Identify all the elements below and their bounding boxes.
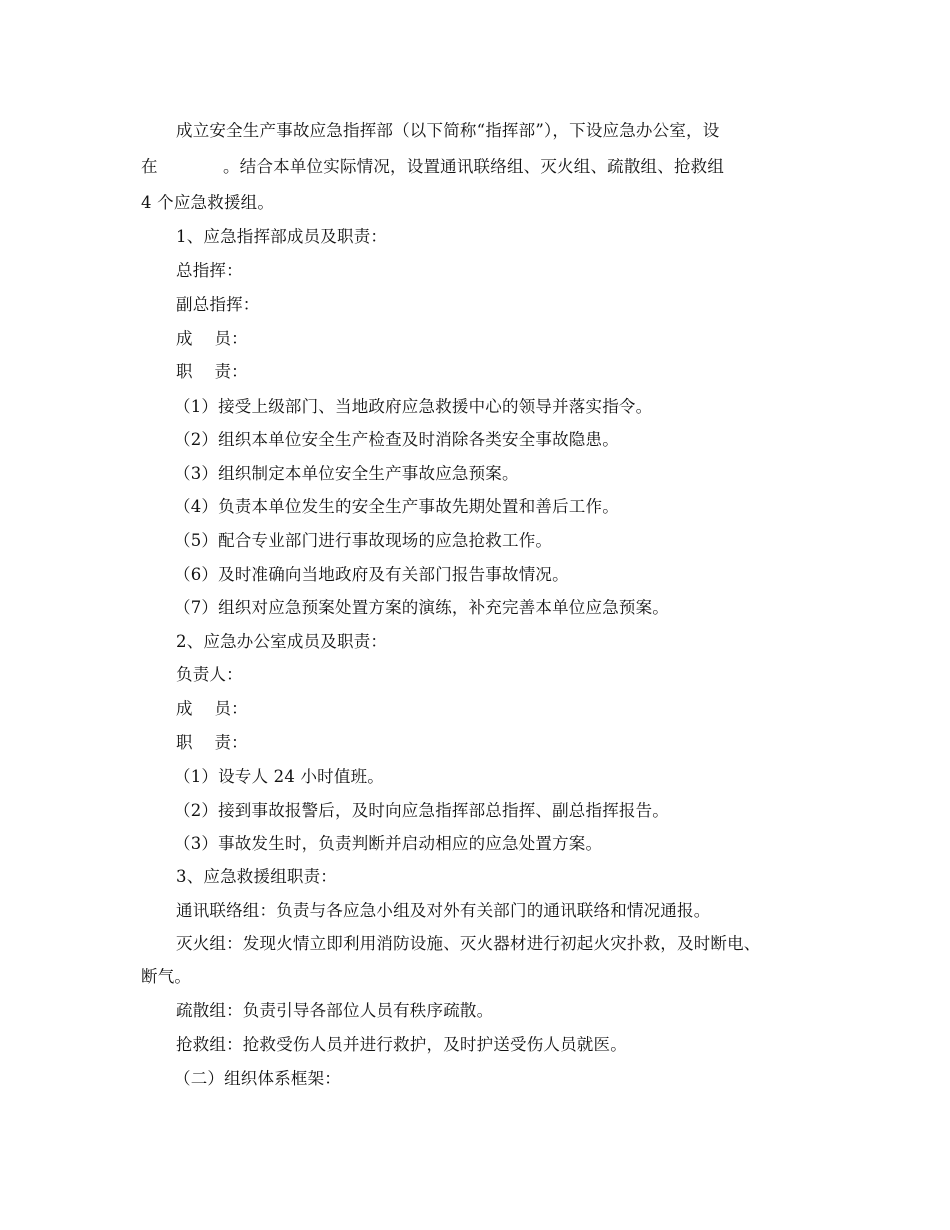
section2-duties-label: 职 责： [176, 733, 248, 752]
intro-line-3: 4 个应急救援组。 [141, 193, 275, 212]
intro-line-2: 在 。结合本单位实际情况，设置通讯联络组、灭火组、疏散组、抢救组 [141, 157, 725, 176]
rescue-group-duty: 抢救组：抢救受伤人员并进行救护，及时护送受伤人员就医。 [176, 1035, 627, 1054]
section1-duty-item: （5）配合专业部门进行事故现场的应急抢救工作。 [174, 531, 553, 550]
section1-duties-label: 职 责： [176, 362, 248, 381]
section1-duty-item: （7）组织对应急预案处置方案的演练，补充完善本单位应急预案。 [174, 598, 669, 617]
section2-duty-item: （2）接到事故报警后，及时向应急指挥部总指挥、副总指挥报告。 [174, 801, 669, 820]
evac-group-duty: 疏散组：负责引导各部位人员有秩序疏散。 [176, 1001, 494, 1020]
org-framework-heading: （二）组织体系框架： [174, 1069, 341, 1088]
intro-line-1: 成立安全生产事故应急指挥部（以下简称“指挥部”），下设应急办公室，设 [176, 121, 720, 140]
section1-duty-item: （1）接受上级部门、当地政府应急救援中心的领导并落实指令。 [174, 397, 653, 416]
fire-group-duty-line1: 灭火组：发现火情立即利用消防设施、灭火器材进行初起火灾扑救，及时断电、 [176, 934, 761, 953]
fire-group-duty-line2: 断气。 [141, 967, 192, 986]
section2-duty-item: （3）事故发生时，负责判断并启动相应的应急处置方案。 [174, 834, 603, 853]
section2-duty-item: （1）设专人 24 小时值班。 [174, 767, 384, 786]
section1-duty-item: （2）组织本单位安全生产检查及时消除各类安全事故隐患。 [174, 430, 619, 449]
section1-duty-item: （4）负责本单位发生的安全生产事故先期处置和善后工作。 [174, 497, 619, 516]
section1-duty-item: （3）组织制定本单位安全生产事故应急预案。 [174, 464, 519, 483]
comm-group-duty: 通讯联络组：负责与各应急小组及对外有关部门的通讯联络和情况通报。 [176, 901, 711, 920]
deputy-commander-field: 副总指挥： [176, 295, 260, 314]
commander-field: 总指挥： [176, 261, 243, 280]
section1-members-field: 成 员： [176, 329, 248, 348]
office-leader-field: 负责人： [176, 665, 243, 684]
section3-heading: 3、应急救援组职责： [176, 867, 337, 886]
section2-members-field: 成 员： [176, 699, 248, 718]
section2-heading: 2、应急办公室成员及职责： [176, 632, 388, 651]
section1-duty-item: （6）及时准确向当地政府及有关部门报告事故情况。 [174, 565, 569, 584]
section1-heading: 1、应急指挥部成员及职责： [176, 227, 388, 246]
